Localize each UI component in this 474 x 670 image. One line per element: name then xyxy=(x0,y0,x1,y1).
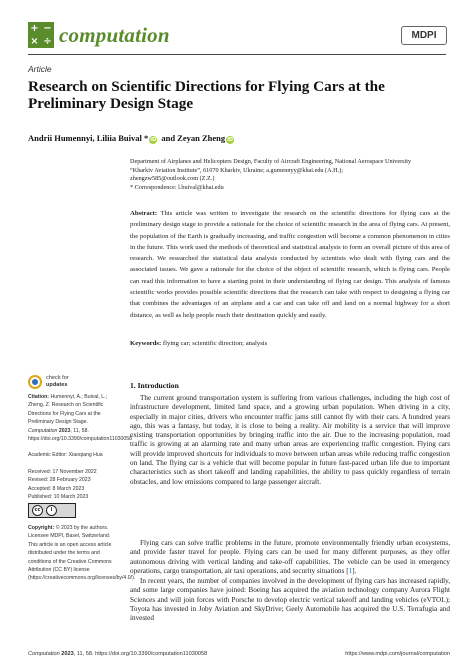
keywords-text: flying car; scientific direction; analysis xyxy=(162,340,268,347)
affiliations xyxy=(130,158,460,192)
cc-by-license-logo[interactable] xyxy=(28,503,76,518)
author-list xyxy=(28,132,448,144)
revised-date: Revised: 28 February 2023 xyxy=(28,477,91,484)
check-updates-label: check for updates xyxy=(46,375,69,388)
check-for-updates-button[interactable] xyxy=(28,375,108,391)
check-updates-icon xyxy=(28,375,42,389)
paper-title: Research on Scientific Directions for Flying Cars at the Preliminary Design Stage xyxy=(28,78,385,112)
body-paragraph: The current ground transportation system is suffering from various challenges, including the high cost of infrastructure development, limited land space, and a growing urban population. When driving in a city, especially in major cities, drivers who encounter traffic jams still cannot fly with their cars. A hundred years ago, this was a fantasy, but today, it is close to being a reality. Air mobility is a service that will improve existing transportation opportunities by bringing traffic into the air. Due to the increasing population, road traffic is growing at an alarming rate and many urban areas are experiencing traffic congestion. Flying cars will provide improved shortcuts for individuals to move between urban areas while reducing traffic congestion on land. The flying car is a vehicle that will become popular in future fast-paced urban life due to important characteristics such as short takeoff and landing capabilities, the ability to pass quickly regardless of terrain obstacles, and low emissions compared to large passenger aircraft. xyxy=(130,394,450,486)
academic-editor: Academic Editor: Xiaoqiang Hua xyxy=(28,452,103,459)
copyright-label: Copyright: xyxy=(28,524,55,531)
section-heading: 1. Introduction xyxy=(130,381,179,390)
keywords xyxy=(130,339,450,348)
citation xyxy=(28,393,133,443)
published-date: Published: 10 March 2023 xyxy=(28,494,89,501)
correspondence: * Correspondence: l.buival@khai.edu xyxy=(130,183,224,191)
footer-citation: Computation 2023, 11, 58. https://doi.org/10.3390/computation11030058 xyxy=(28,651,208,657)
article-info-sidebar xyxy=(28,393,136,583)
article-type: Article xyxy=(28,64,52,74)
copyright xyxy=(28,524,136,583)
affiliation-line: Department of Airplanes and Helicopters Design, Faculty of Aircraft Engineering, National Aerospace University xyxy=(130,158,412,165)
plus-glyph: + xyxy=(30,23,39,34)
citation-label: Citation: xyxy=(28,394,50,400)
citation-year: 2023 xyxy=(58,427,71,434)
received-date: Received: 17 November 2022 xyxy=(28,468,97,475)
abstract-label: Abstract: xyxy=(130,210,158,217)
orcid-icon[interactable]: iD xyxy=(227,137,234,143)
journal-logo xyxy=(28,22,54,48)
author-names-2[interactable]: and Zeyan Zheng xyxy=(161,133,226,143)
attribution-icon: i xyxy=(46,505,57,516)
citation-doi[interactable]: , 11, 58. https://doi.org/10.3390/computation11030058 xyxy=(28,427,133,443)
abstract xyxy=(130,208,450,321)
minus-glyph: − xyxy=(43,23,52,34)
keywords-label: Keywords: xyxy=(130,340,162,347)
journal-name[interactable]: computation xyxy=(59,23,170,47)
citation-journal: Computation xyxy=(28,427,58,434)
footer-journal-link[interactable]: https://www.mdpi.com/journal/computation xyxy=(345,651,450,657)
abstract-text: This article was written to investigate the research on the scientific directions for flying cars at the preliminary design stage to provide a rationale for the choice of scientific research in the area of flying cars. At present, the population of the Earth is gradually increasing, and traffic congestion will become a common phenomenon in cities in the future. This work used the methods of theoretical and statistical analysis to form an overall picture of this area of research. We researched the statistical data analysis conducted by scientists who dealt with flying cars and the associated issues. We gave a rationale for the choice of the object of scientific research, which is flying cars. People can read this information to have a starting point in their understanding of flying car design. This analysis of famous scientific works provides possible scientific directions that the research can take with respect to designing a flying car that combines the advantages of an airplane and a car and can take off and land on a normal highway for a short distance, as well as help people reach their destination quickly and easily. xyxy=(130,210,450,319)
header-divider xyxy=(28,54,446,55)
footer-doi-link[interactable]: , 11, 58. https://doi.org/10.3390/computation11030058 xyxy=(73,651,208,657)
times-glyph: × xyxy=(30,36,39,47)
affiliation-line: zhengzw585@outlook.com (Z.Z.) xyxy=(130,175,215,183)
citation-link[interactable]: 1 xyxy=(348,566,353,575)
citation-text: Humennyi, A.; Buival, L.; Zheng, Z. Research on Scientific Directions for Flying Cars at the Preliminary Design Stage. xyxy=(28,394,108,426)
affiliation-line: “Kharkiv Aviation Institute”, 61070 Kharkiv, Ukraine; a.gumennyy@khai.edu (A.H.); xyxy=(130,166,343,174)
orcid-icon[interactable]: iD xyxy=(150,137,157,143)
body-paragraph: In recent years, the number of companies involved in the development of flying cars has increased rapidly, and some large companies have joined: Boeing has acquired the aviation technology company Aurora Flight Sciences and will join forces with Porsche to develop electric vertical takeoff and landing vehicles (eVTOL); Toyota has invested in Joby Aviation and SkyDrive; Geely Automobile has acquired the U.S. Terrafugia and invested xyxy=(130,577,450,623)
body-paragraph: Flying cars can solve traffic problems in the future, promote environmentally friendly urban ecosystems, and provide faster travel for people. Flying cars can be used for many different purposes, as they offer autonomous driving with vertical landing and take-off capabilities. The vehicle can be used in emergency operations, cargo transportation, air taxi operations, and security situations [1]. xyxy=(130,539,450,575)
accepted-date: Accepted: 8 March 2023 xyxy=(28,485,85,492)
author-names[interactable]: Andrii Humennyi, Liliia Buival * xyxy=(28,133,149,143)
cc-icon: cc xyxy=(32,505,43,516)
copyright-text: © 2023 by the authors. Licensee MDPI, Basel, Switzerland. This article is an open access article distributed under the terms and conditions of the Creative Commons Attribution (CC BY) license (https://creativecommons.org/licenses/by/4.0/). xyxy=(28,524,136,582)
publisher-logo[interactable]: MDPI xyxy=(401,26,447,45)
divide-glyph: ÷ xyxy=(43,36,52,47)
